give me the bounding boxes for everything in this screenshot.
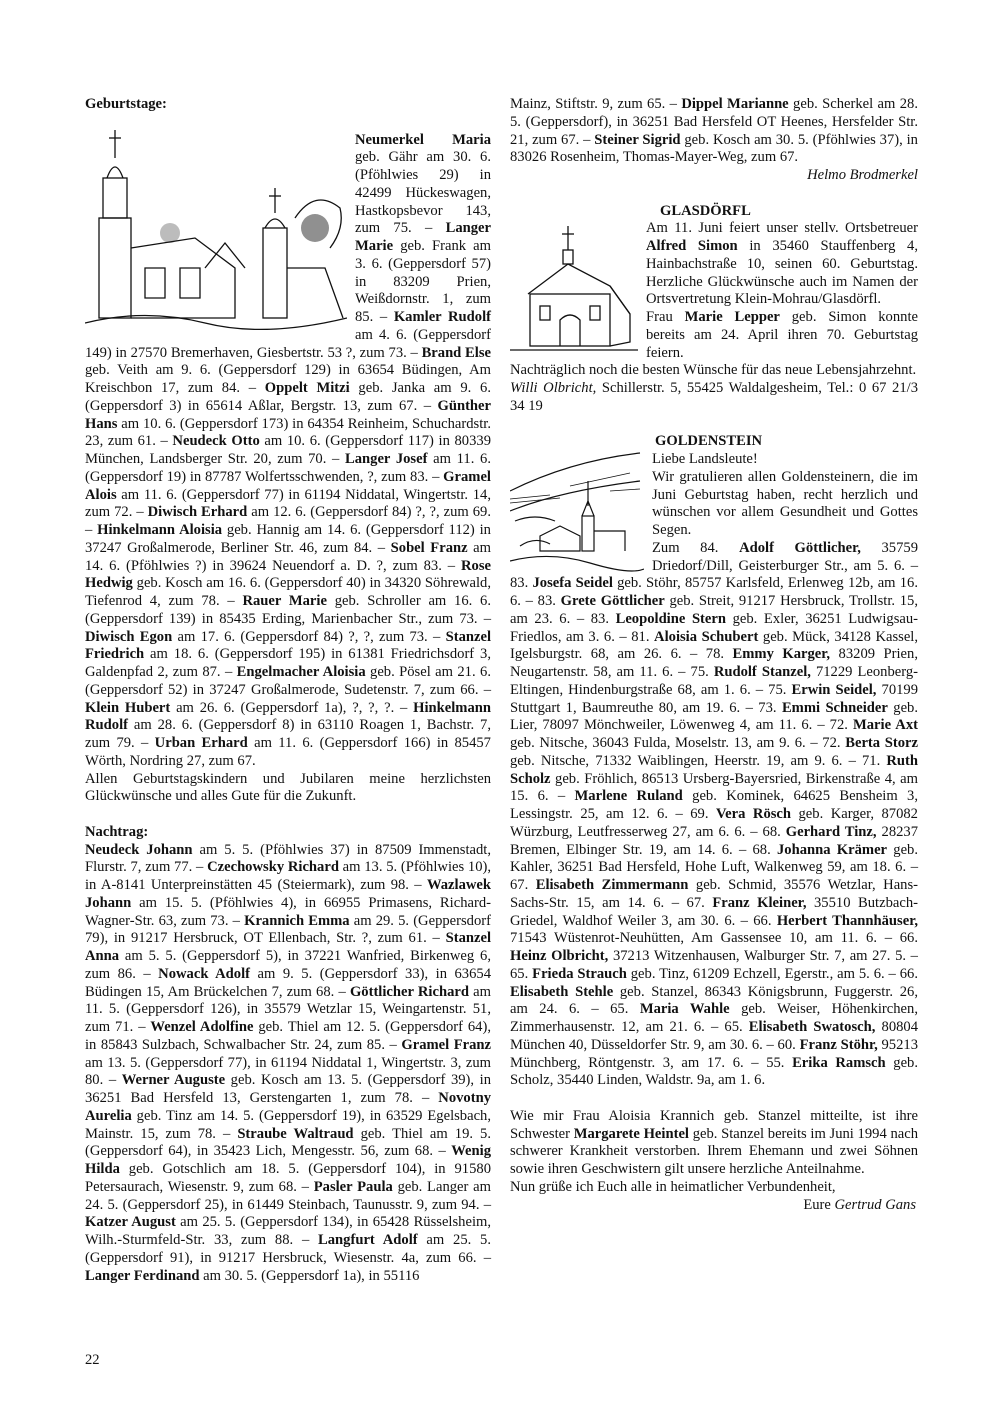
person-name: Stanzel Friedrich (85, 628, 491, 663)
italic-name: Willi Olbricht, (510, 380, 597, 396)
text-segment: geb. Simon konnte bereits am 24. April ihren 70. Geburtstag feiern. (646, 309, 918, 361)
text-segment: geb. Frank am 3. 6. (Geppersdorf 57) in 83209 Prien, Weißdornstr. 1, zum 85. – (355, 238, 491, 325)
text-segment: geb. Karger, 87082 Würzburg, Leutfresserweg 27, am 6. 6. – 68. (510, 806, 918, 840)
text-segment: geb. Scholz, 35440 Linden, Waldstr. 9a, am 1. 6. (510, 1054, 919, 1089)
text-segment: geb. Fröhlich, 86513 Ursberg-Bayersried, Birkenstraße 4, am 15. 6. – (510, 770, 918, 805)
person-name: Johanna Krämer (777, 841, 888, 858)
glasdoerfl-contact (510, 380, 918, 416)
text-segment: geb. Langer am 24. 5. (Geppersdorf 25), in 61449 Steinbach, Taunusstr. 9, zum 94. – (85, 1178, 491, 1213)
person-name: Franz Kleiner, (712, 894, 807, 911)
text-segment: Eure (803, 1196, 835, 1213)
text-segment: am 13. 5. (Pföhlwies 10), in A-8141 Unterpreinstätten 45 (Steiermark), zum 98. – (85, 859, 491, 893)
text-segment: geb. Tinz, 61209 Echzell, Egerstr., am 5. 6. – 66. (626, 965, 918, 982)
text-segment: am 26. 6. (Geppersdorf 1a), ?, ?, ?. – (170, 699, 414, 716)
person-name: Oppelt Mitzi (264, 380, 350, 396)
text-segment: am 5. 5. (Pföhlwies 37) in 87509 Immenstadt, Flurstr. 7, zum 77. – (85, 841, 491, 876)
church-landscape-illustration (85, 118, 347, 330)
person-name: Neudeck Otto (172, 433, 260, 450)
person-name: Brand Else (421, 344, 491, 361)
section-heading-glasdoerfl: GLASDÖRFL (660, 202, 751, 219)
person-name: Engelmacher Aloisia (236, 664, 366, 680)
person-name: Ruth Scholz (510, 752, 918, 787)
text-segment: geb. Mück, 34128 Kassel, Igelsburgstr. 68, am 26. 6. – 78. (510, 628, 918, 663)
text-segment: 37213 Witzenhausen, Walburger Str. 7, am 27. 5. – 65. (510, 948, 918, 982)
text-segment: geb. Stanzel, 86343 Königsbrunn, Fuggerstr. 26, am 24. 6. – 65. (510, 983, 918, 1018)
text-segment: geb. Nitsche, 36043 Fulda, Moselstr. 13, am 9. 6. – 72. (510, 735, 846, 751)
glasdoerfl-paragraph-3 (510, 362, 918, 380)
person-name: Krannich Emma (244, 912, 350, 929)
text-segment: Allen Geburtstagskindern und Jubilaren meine herzlichsten Glückwünsche und alles Gute für die Zukunft. (85, 770, 491, 805)
person-name: Wenzel Adolfine (150, 1019, 254, 1035)
person-name: Josefa Seidel (532, 575, 613, 592)
section-heading-goldenstein: GOLDENSTEIN (655, 433, 763, 450)
text-segment: am 17. 6. (Geppersdorf 84) ?, ?, zum 73. – (172, 628, 446, 645)
text-segment: 28237 Bremen, Elbinger Str. 19, am 14. 6. – 68. (510, 823, 918, 858)
person-name: Margarete Heintel (573, 1125, 689, 1142)
text-segment: geb. Schroller am 16. 6. (Geppersdorf 139) in 85435 Erding, Marienbacher Str., zum 73. – (85, 593, 492, 627)
text-segment: geb. Nitsche, 71332 Waiblingen, Heerstr. 19, am 9. 6. – 71. (510, 752, 887, 769)
text-segment: am 11. 6. (Geppersdorf 19) in 87787 Wolfertsschwenden, ?, zum 83. – (85, 451, 491, 485)
signature-gertrud-gans (510, 1197, 918, 1215)
person-name: Rauer Marie (242, 593, 327, 609)
text-segment: geb. Kominek, 64625 Bensheim 3, Lessingstr. 25, am 12. 6. – 69. (510, 788, 918, 822)
person-name: Marie Axt (852, 717, 919, 734)
text-segment: am 13. 5. (Geppersdorf 77), in 61194 Niddatal 1, Wingertstr. 3, zum 80. – (85, 1054, 491, 1089)
text-segment: in 35460 Stauffenberg 4, Hainbachstraße 10, seinen 60. Geburtstag. Herzliche Glückwünsche auch im Namen der Ortsvertretung Klein-Mohrau/Glasdörfl. (646, 238, 919, 308)
text-segment: geb. Kahler, 36251 Bad Hersfeld, Hohe Luft, Walkenweg 59, am 18. 6. – 67. (510, 841, 918, 893)
text-segment: am 11. 6. (Geppersdorf 166) in 85457 Wörth, Nordring 27, zum 67. (85, 735, 491, 769)
person-name: Aloisia Schubert (654, 628, 759, 645)
text-segment: am 4. 6. (Geppersdorf 149) in 27570 Bremerhaven, Giesbertstr. 53 ?, zum 73. – (85, 326, 491, 361)
person-name: Neumerkel Maria (355, 131, 491, 148)
person-name: Gramel Franz (401, 1036, 492, 1053)
left-column (85, 96, 491, 1285)
person-name: Rose Hedwig (85, 557, 491, 592)
text-segment: 70199 Stuttgart 1, Baumreuthe 80, am 19. 6. – 73. (510, 681, 919, 716)
person-name: Gramel Alois (85, 468, 491, 503)
text-segment: Frau (646, 309, 685, 325)
text-segment: am 9. 5. (Geppersdorf 33), in 63654 Büdingen 15, Am Brückelchen 7, zum 68. – (85, 965, 491, 1000)
person-name: Maria Wahle (639, 1001, 730, 1018)
person-name: Werner Auguste (121, 1072, 226, 1089)
person-name: Elisabeth Zimmermann (535, 877, 689, 893)
section-heading-geburtstage: Geburtstage: (85, 96, 167, 112)
person-name: Diwisch Egon (85, 628, 173, 645)
person-name: Neudeck Johann (85, 841, 193, 858)
text-segment: Wie mir Frau Aloisia Krannich geb. Stanzel mitteilte, ist ihre Schwester (510, 1107, 918, 1142)
text-segment: 35759 Driedorf/Dill, Geisterburger Str., am 5. 6. – 83. (510, 539, 918, 592)
text-segment: geb. Streit, 91217 Hersbruck, Trollstr. 15, am 23. 6. – 83. (510, 593, 918, 627)
text-segment: Schillerstr. 5, 55425 Waldalgesheim, Tel.: 0 67 21/3 34 19 (510, 380, 918, 414)
person-name: Günther Hans (85, 397, 491, 432)
person-name: Emmy Karger, (732, 646, 831, 663)
text-segment: geb. Thiel am 19. 5. (Geppersdorf 64), in 35423 Lich, Mengesstr. 56, zum 68. – (85, 1125, 491, 1160)
person-name: Urban Erhard (154, 735, 248, 751)
person-name: Erika Ramsch (792, 1054, 886, 1071)
person-name: Novotny Aurelia (85, 1090, 491, 1124)
section-heading-nachtrag: Nachtrag: (85, 823, 149, 840)
person-name: Kamler Rudolf (393, 309, 492, 325)
person-name: Langer Marie (355, 220, 491, 254)
text-segment: 83209 Prien, Neugartenstr. 58, am 11. 6. – 75. (510, 646, 918, 680)
text-segment: geb. Scherkel am 28. 5. (Geppersdorf), in 36251 Bad Hersfeld OT Heenes, Hersfelder Str. 21, zum 67. – (510, 96, 918, 148)
text-segment: geb. Tinz am 14. 5. (Geppersdorf 19), in 63529 Egelsbach, Mainstr. 15, zum 78. – (85, 1107, 491, 1142)
person-name: Gerhard Tinz, (785, 823, 877, 840)
text-segment: am 28. 6. (Geppersdorf 8) in 63110 Roagen 1, Bachstr. 7, zum 79. – (85, 717, 491, 751)
person-name: Rudolf Stanzel, (713, 664, 811, 680)
person-name: Stanzel Anna (85, 930, 491, 964)
text-segment: geb. Veith am 9. 6. (Geppersdorf 129) in 63654 Büdingen, Am Kreischbon 17, zum 84. – (85, 362, 491, 396)
person-name: Franz Stöhr, (799, 1036, 878, 1053)
text-segment: Mainz, Stiftstr. 9, zum 65. – (510, 96, 682, 112)
text-segment: 95213 Münchberg, Röntgenstr. 3, am 17. 6. – 55. (510, 1036, 918, 1071)
person-name: Adolf Göttlicher, (739, 539, 861, 556)
text-segment: am 29. 5. (Geppersdorf 79), in 91217 Hersbruck, OT Ellenbach, Str. ?, zum 61. – (85, 912, 491, 947)
person-name: Elisabeth Swatosch, (748, 1019, 876, 1035)
person-name: Langer Ferdinand (85, 1267, 200, 1284)
person-name: Wazlawek Johann (85, 877, 491, 911)
text-segment: Zum 84. (652, 539, 740, 556)
person-name: Erwin Seidel, (791, 681, 877, 698)
person-name: Steiner Sigrid (594, 131, 681, 148)
person-name: Alfred Simon (646, 238, 738, 254)
italic-name: Gertrud Gans (834, 1196, 916, 1213)
glasdoerfl-chapel-illustration (510, 224, 638, 354)
goldenstein-greeting: Liebe Landsleute! (652, 451, 758, 467)
person-name: Heinz Olbricht, (510, 948, 609, 964)
text-segment: 71229 Leonberg-Eltingen, Hindenburgstraße 68, am 1. 6. – 75. (510, 664, 919, 698)
text-segment: geb. Exler, 36251 Ludwigsau-Friedlos, am 3. 6. – 81. (510, 610, 919, 645)
text-segment: am 12. 6. (Geppersdorf 84) ?, ?, zum 69. – (85, 504, 491, 538)
text-segment: 35510 Butzbach-Griedel, Waldhof Weiler 3, am 30. 6. – 66. (510, 894, 918, 929)
right-column (510, 96, 918, 1214)
person-name: Frieda Strauch (532, 965, 627, 982)
closing-wishes (85, 771, 491, 807)
person-name: Herbert Thannhäuser, (776, 912, 918, 929)
person-name: Langer Josef (345, 451, 428, 467)
text-segment: geb. Lier, 78097 Mönchweiler, Löwenweg 4, am 11. 6. – 72. (510, 699, 918, 734)
goldenstein-birthday-list (510, 540, 918, 1090)
text-segment: am 14. 6. (Pföhlwies ?) in 39624 Neuendorf a. D. ?, zum 83. – (85, 539, 492, 574)
person-name: Elisabeth Stehle (510, 983, 614, 1000)
text-segment: geb. Gähr am 30. 6. (Pföhlwies 29) in 42499 Hückeswagen, Hastkopsbevor 143, zum 75. – (355, 149, 491, 237)
text-segment: Am 11. Juni feiert unser stellv. Ortsbetreuer (646, 220, 918, 237)
text-segment: am 25. 5. (Geppersdorf 134), in 65428 Rüsselsheim, Wilh.-Sturmfeld-Str. 33, zum 88. – (85, 1214, 491, 1248)
person-name: Sobel Franz (390, 539, 468, 556)
text-segment: 80804 München 40, Düsseldorfer Str. 9, am 30. 6. – 60. (510, 1019, 919, 1053)
text-segment: geb. Stöhr, 85757 Karlsfeld, Erlenweg 12b, am 16. 6. – 83. (510, 575, 918, 609)
signature-helmo-brodmerkel: Helmo Brodmerkel (807, 167, 918, 183)
text-segment: geb. Kosch am 13. 5. (Geppersdorf 39), in 36251 Bad Hersfeld 13, Gerstengarten 1, zum 78. – (85, 1072, 491, 1106)
text-segment: geb. Thiel am 12. 5. (Geppersdorf 64), in 85843 Sulzbach, Schwalbacher Str. 24, zum 85. – (85, 1019, 491, 1053)
text-segment: geb. Janka am 9. 6. (Geppersdorf 3) in 65614 Aßlar, Bergstr. 13, zum 67. – (85, 380, 491, 414)
text-segment: geb. Schmid, 35576 Wetzlar, Hans-Sachs-Str. 15, am 14. 6. – 67. (510, 877, 919, 911)
text-segment: geb. Kosch am 16. 6. (Geppersdorf 40) in 34320 Söhrewald, Tiefenrod 4, zum 78. – (85, 575, 491, 609)
text-segment: am 18. 6. (Geppersdorf 195) in 61381 Friedrichsdorf 3, Galdenpfad 2, zum 87. – (85, 646, 491, 680)
nachtrag-list (85, 842, 491, 1286)
text-segment: am 30. 5. (Geppersdorf 1a), in 55116 (199, 1267, 420, 1284)
text-segment: geb. Pösel am 21. 6. (Geppersdorf 52) in 37247 Großalmerode, Sudetenstr. 7, zum 66. – (85, 664, 491, 698)
text-segment: am 11. 5. (Geppersdorf 126), in 35579 Wetzlar 15, Weingartenstr. 51, zum 71. – (85, 983, 491, 1035)
text-segment: am 11. 6. (Geppersdorf 77) in 61194 Niddatal, Wingertstr. 14, zum 72. – (85, 486, 491, 521)
text-segment: am 10. 6. (Geppersdorf 117) in 80339 München, Landsberger Str. 20, zum 70. – (85, 433, 491, 467)
person-name: Langfurt Adolf (318, 1232, 418, 1248)
signature-helmo (510, 167, 918, 185)
person-name: Czechowsky Richard (207, 859, 339, 876)
farewell-text: Nun grüße ich Euch alle in heimatlicher Verbundenheit, (510, 1178, 836, 1195)
person-name: Klein Hubert (85, 699, 171, 716)
person-name: Katzer August (85, 1214, 176, 1231)
text-segment: am 5. 5. (Geppersdorf 5), in 37221 Wanfried, Birkenweg 6, zum 86. – (85, 948, 491, 982)
page-number: 22 (85, 1352, 100, 1368)
person-name: Wenig Hilda (85, 1143, 491, 1177)
text-segment: am 15. 5. (Pföhlwies 4), in 66955 Primasens, Richard-Wagner-Str. 63, zum 73. – (85, 894, 491, 929)
obituary-notice (510, 1108, 918, 1179)
text-segment: Nachträglich noch die besten Wünsche für das neue Lebensjahrzehnt. (510, 362, 917, 379)
text-segment: geb. Stanzel bereits im Juni 1994 nach schwerer Krankheit verstorben. Ihrem Ehemann und zwei Söhnen sowie ihren Geschwistern gilt unsere herzliche Anteilnahme. (510, 1125, 918, 1177)
person-name: Straube Waltraud (237, 1125, 354, 1142)
goldenstein-village-illustration (510, 451, 644, 575)
text-segment: geb. Hannig am 14. 6. (Geppersdorf 112) in 37247 Großalmerode, Berliner Str. 46, zum 84. – (85, 522, 491, 556)
person-name: Marie Lepper (684, 309, 780, 325)
person-name: Hinkelmann Rudolf (85, 699, 491, 734)
person-name: Nowack Adolf (158, 965, 251, 982)
person-name: Berta Storz (845, 735, 918, 751)
text-segment: am 10. 6. (Geppersdorf 173) in 64354 Reinheim, Schuchardstr. 23, zum 61. – (85, 415, 491, 450)
person-name: Pasler Paula (313, 1178, 393, 1195)
continuation-text (510, 96, 918, 167)
person-name: Hinkelmann Aloisia (97, 522, 223, 538)
text-segment: Wir gratulieren allen Goldensteinern, die im Juni Geburtstag haben, recht herzlich und wünschen vor allem Gesundheit und Gottes Segen. (652, 468, 918, 538)
person-name: Dippel Marianne (681, 96, 789, 112)
person-name: Grete Göttlicher (560, 593, 665, 609)
text-segment: geb. Gotschlich am 18. 5. (Geppersdorf 104), in 91580 Petersaurach, Wiesenstr. 9, zum 68. – (85, 1161, 491, 1195)
person-name: Emmi Schneider (781, 699, 888, 716)
person-name: Göttlicher Richard (349, 983, 469, 1000)
person-name: Leopoldine Stern (615, 610, 726, 627)
text-segment: 71543 Wüstenrot-Neuhütten, Am Gassensee 10, am 11. 6. – 66. (510, 930, 918, 947)
text-segment: geb. Weiser, Höhenkirchen, Zimmerhausenstr. 12, am 21. 6. – 65. (510, 1001, 918, 1035)
person-name: Vera Rösch (715, 806, 792, 822)
text-segment: geb. Kosch am 30. 5. (Pföhlwies 37), in 83026 Rosenheim, Thomas-Mayer-Weg, zum 67. (510, 131, 918, 166)
text-segment: am 25. 5. (Geppersdorf 91), in 91217 Hersbruck, Wiesenstr. 4a, zum 66. – (85, 1232, 492, 1266)
person-name: Diwisch Erhard (147, 504, 248, 521)
person-name: Marlene Ruland (574, 788, 683, 805)
